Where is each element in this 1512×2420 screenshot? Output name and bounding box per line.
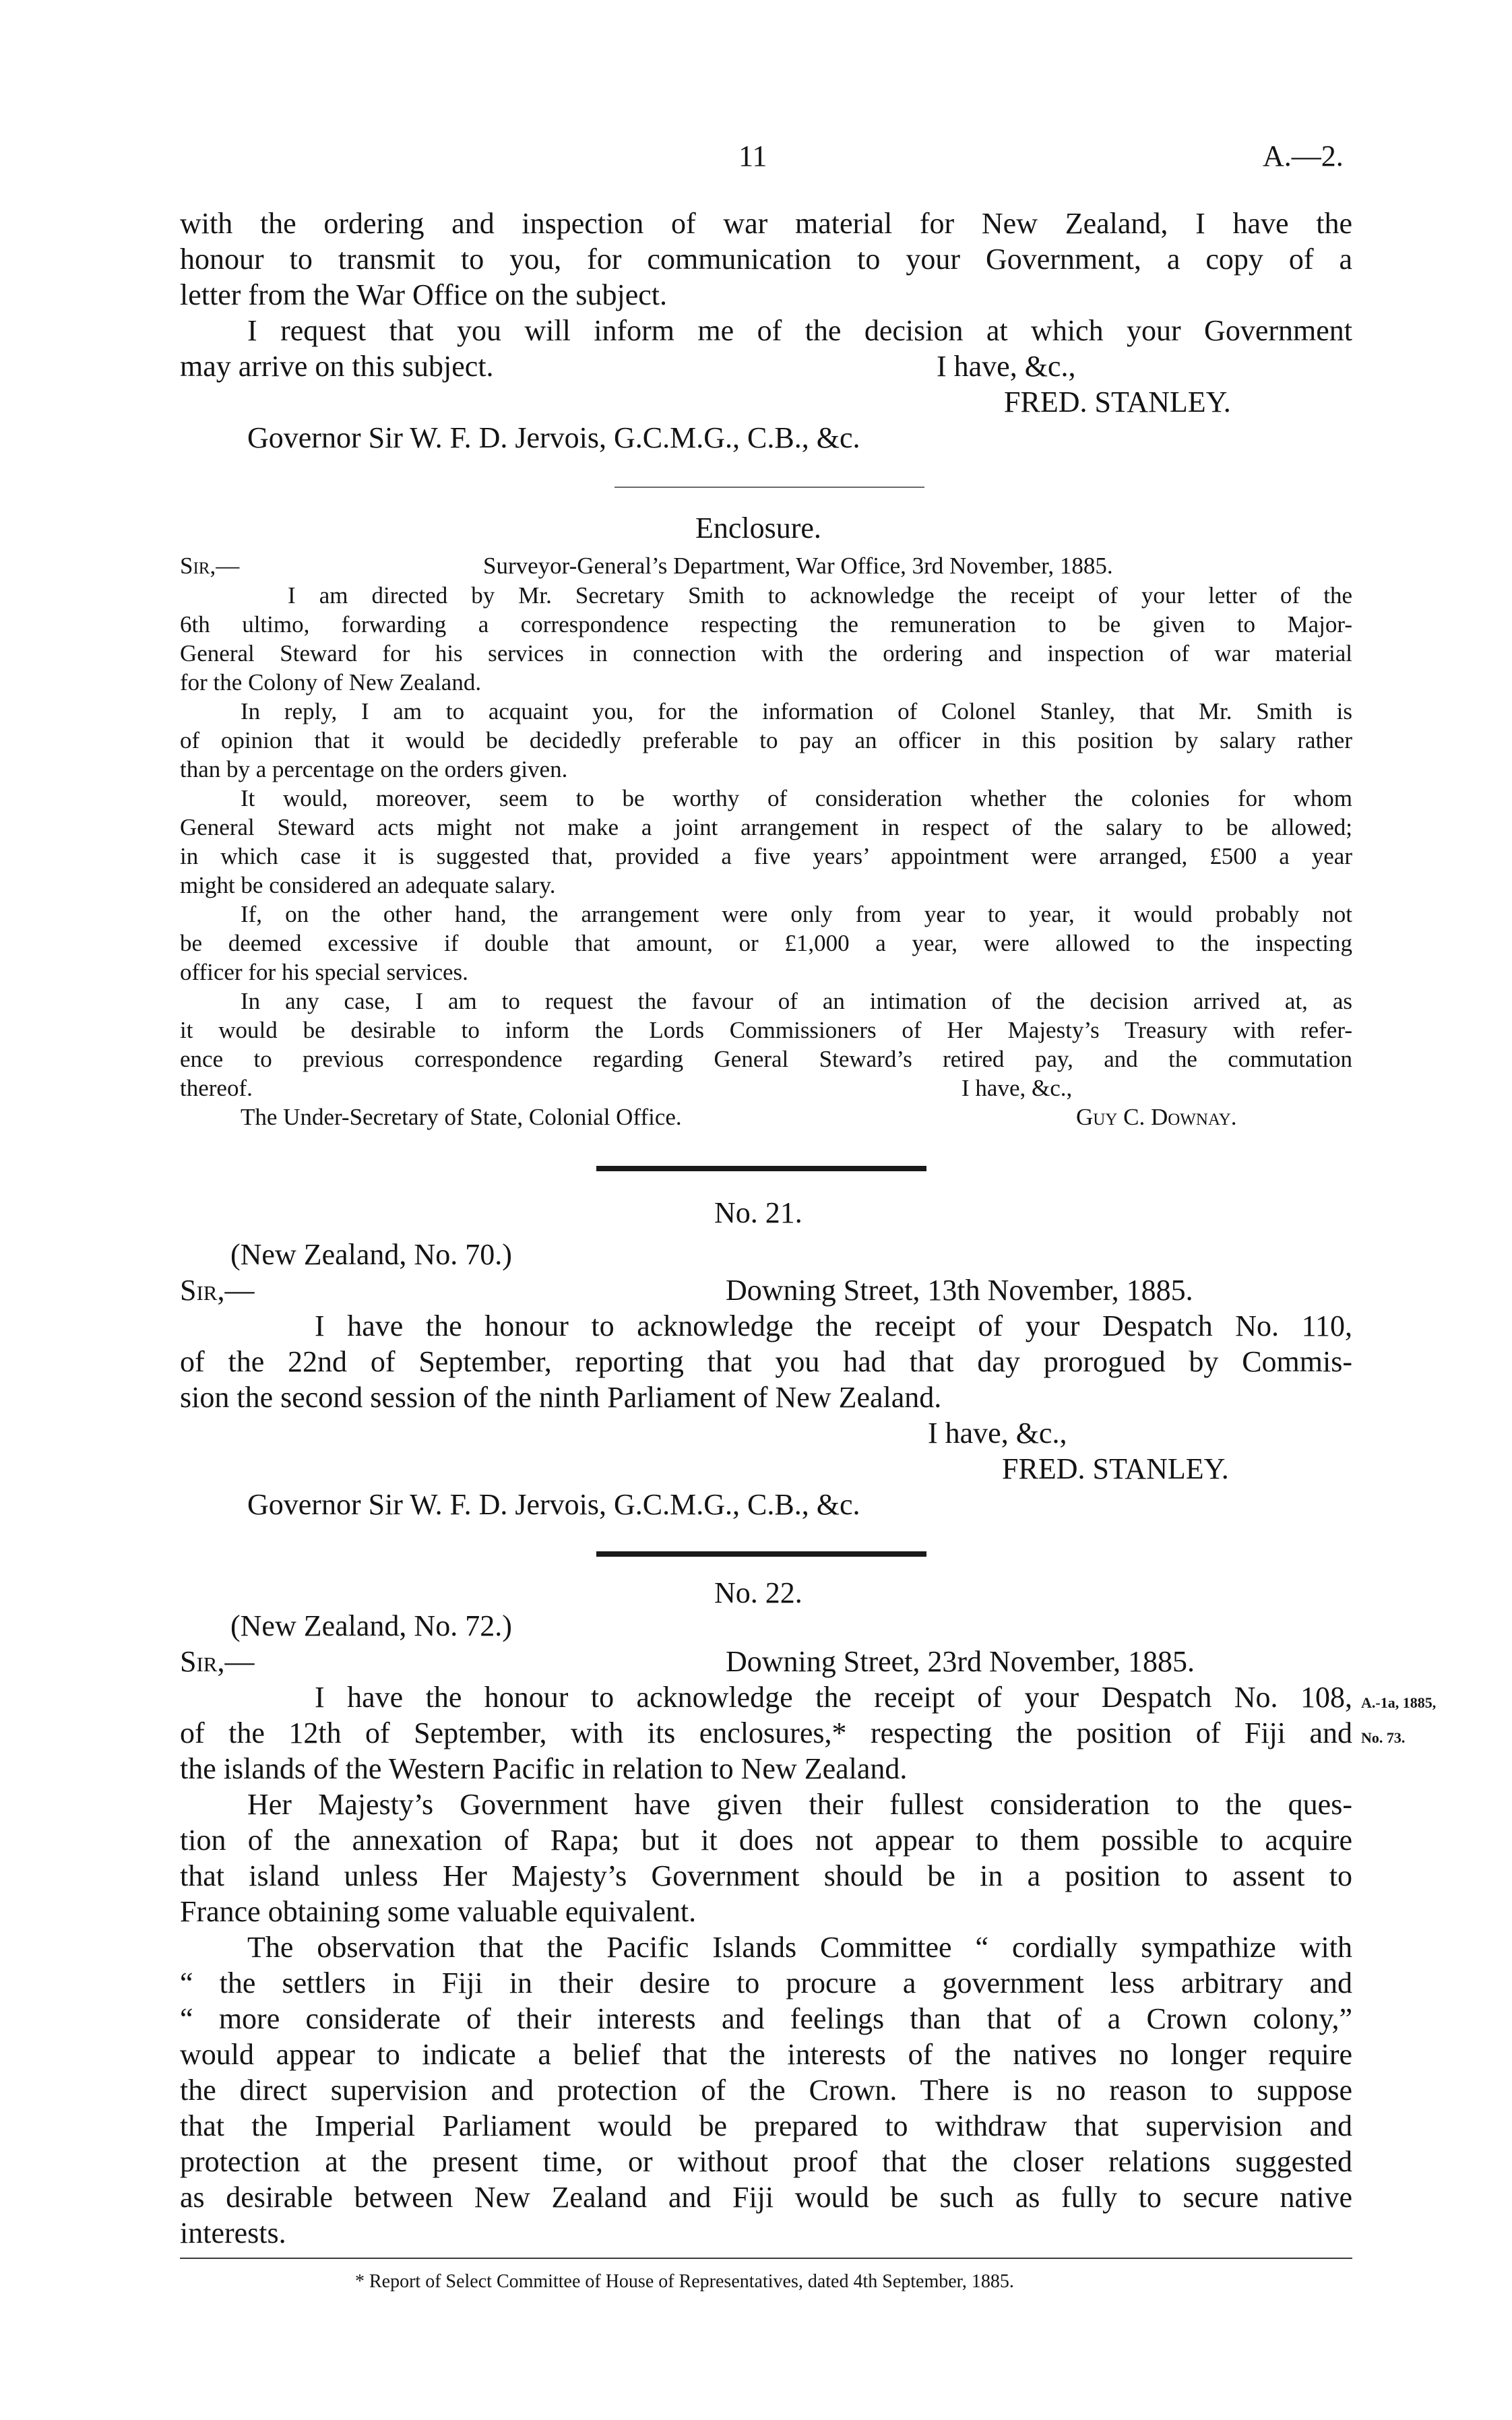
no22-line-7: France obtaining some valuable equivalent. [180,1895,697,1928]
no21-heading: No. 21. [714,1196,802,1229]
enclosure-line-1: I am directed by Mr. Secretary Smith to acknowledge the receipt of your letter of the [288,582,1352,609]
divider-thick-1 [596,1166,926,1171]
enclosure-heading: Enclosure. [695,511,821,545]
enclosure-salutation: Sir,— [180,553,240,579]
enclosure-line-11: might be considered an adequate salary. [180,872,556,898]
no21-line-3: sion the second session of the ninth Parliament of New Zealand. [180,1381,942,1414]
enclosure-line-9: General Steward acts might not make a joint arrangement in respect of the salary to be allowed; [180,814,1352,840]
enclosure-closing: I have, &c., [962,1075,1073,1101]
enclosure-line-13: be deemed excessive if double that amount, or £1,000 a year, were allowed to the inspecting [180,930,1352,956]
enclosure-addressee: The Under-Secretary of State, Colonial Office. [241,1104,682,1130]
no21-line-1: I have the honour to acknowledge the receipt of your Despatch No. 110, [315,1309,1352,1342]
enclosure-line-15: In any case, I am to request the favour of an intimation of the decision arrived at, as [241,988,1352,1014]
enclosure-signature: Guy C. Downay. [1076,1104,1237,1130]
no21-signature: FRED. STANLEY. [1002,1452,1229,1485]
cont-last-left: may arrive on this subject. [180,350,494,383]
no21-address: Downing Street, 13th November, 1885. [726,1274,1193,1307]
no22-salutation: Sir,— [180,1645,255,1678]
margin-note-number: No. 73. [1361,1729,1406,1746]
no22-reference: (New Zealand, No. 72.) [230,1609,512,1642]
enclosure-address: Surveyor-General’s Department, War Office, 3rd November, 1885. [483,553,1113,579]
no22-line-11: would appear to indicate a belief that the interests of the natives no longer require [180,2038,1352,2071]
no21-closing: I have, &c., [928,1417,1067,1450]
enclosure-line-12: If, on the other hand, the arrangement were only from year to year, it would probably not [241,901,1352,927]
no21-line-2: of the 22nd of September, reporting that you had that day prorogued by Commis- [180,1345,1352,1378]
footnote-rule [180,2258,1352,2259]
enclosure-line-7: than by a percentage on the orders given. [180,756,568,782]
cont-line-3: letter from the War Office on the subject. [180,278,668,311]
margin-note-reference: A.-1a, 1885, [1361,1694,1437,1711]
no22-line-9: “ the settlers in Fiji in their desire to procure a government less arbitrary and [180,1966,1352,1999]
divider-thin [615,487,924,488]
no22-line-1: I have the honour to acknowledge the receipt of your Despatch No. 108, [315,1681,1352,1714]
no22-line-3: the islands of the Western Pacific in relation to New Zealand. [180,1752,908,1785]
no22-line-4: Her Majesty’s Government have given their fullest consideration to the ques- [247,1788,1352,1821]
no22-line-14: protection at the present time, or without proof that the closer relations suggested [180,2145,1352,2178]
enclosure-line-3: General Steward for his services in connection with the ordering and inspection of war material [180,640,1352,666]
cont-addressee: Governor Sir W. F. D. Jervois, G.C.M.G., C.B., &c. [247,421,860,454]
enclosure-line-16: it would be desirable to inform the Lords Commissioners of Her Majesty’s Treasury with refer- [180,1017,1352,1043]
cont-closing: I have, &c., [937,350,1076,383]
no22-line-2: of the 12th of September, with its enclosures,* respecting the position of Fiji and [180,1716,1352,1749]
enclosure-line-14: officer for his special services. [180,959,468,985]
no21-salutation: Sir,— [180,1274,255,1307]
enclosure-line-2: 6th ultimo, forwarding a correspondence respecting the remuneration to be given to Major- [180,611,1352,638]
no22-line-16: interests. [180,2216,286,2250]
no22-line-13: that the Imperial Parliament would be prepared to withdraw that supervision and [180,2109,1352,2142]
cont-line-1: with the ordering and inspection of war material for New Zealand, I have the [180,207,1352,240]
cont-signature: FRED. STANLEY. [1004,385,1231,418]
no22-heading: No. 22. [714,1576,802,1609]
no22-line-15: as desirable between New Zealand and Fiji would be such as fully to secure native [180,2181,1352,2214]
no22-address: Downing Street, 23rd November, 1885. [726,1645,1195,1678]
no22-line-5: tion of the annexation of Rapa; but it does not appear to them possible to acquire [180,1824,1352,1857]
document-reference: A.—2. [1263,139,1344,173]
no22-line-6: that island unless Her Majesty’s Government should be in a position to assent to [180,1859,1352,1892]
cont-line-4: I request that you will inform me of the decision at which your Government [247,314,1352,347]
no22-line-8: The observation that the Pacific Islands Committee “ cordially sympathize with [247,1931,1352,1964]
enclosure-line-4: for the Colony of New Zealand. [180,669,482,695]
enclosure-line-8: It would, moreover, seem to be worthy of consideration whether the colonies for whom [241,785,1352,811]
no21-reference: (New Zealand, No. 70.) [230,1238,512,1271]
enclosure-line-17: ence to previous correspondence regarding General Steward’s retired pay, and the commutation [180,1046,1352,1072]
no22-line-12: the direct supervision and protection of the Crown. There is no reason to suppose [180,2074,1352,2107]
no22-line-10: “ more considerate of their interests and feelings than that of a Crown colony,” [180,2002,1352,2035]
enclosure-line-6: of opinion that it would be decidedly preferable to pay an officer in this position by salary rather [180,727,1352,753]
cont-line-2: honour to transmit to you, for communication to your Government, a copy of a [180,243,1352,276]
footnote: * Report of Select Committee of House of Representatives, dated 4th September, 1885. [355,2271,1014,2292]
no21-addressee: Governor Sir W. F. D. Jervois, G.C.M.G., C.B., &c. [247,1488,860,1521]
divider-thick-2 [596,1551,926,1557]
enclosure-line-10: in which case it is suggested that, provided a five years’ appointment were arranged, £500 a year [180,843,1352,869]
page-number: 11 [738,139,767,173]
enclosure-last-left: thereof. [180,1075,253,1101]
enclosure-line-5: In reply, I am to acquaint you, for the information of Colonel Stanley, that Mr. Smith is [241,698,1352,724]
